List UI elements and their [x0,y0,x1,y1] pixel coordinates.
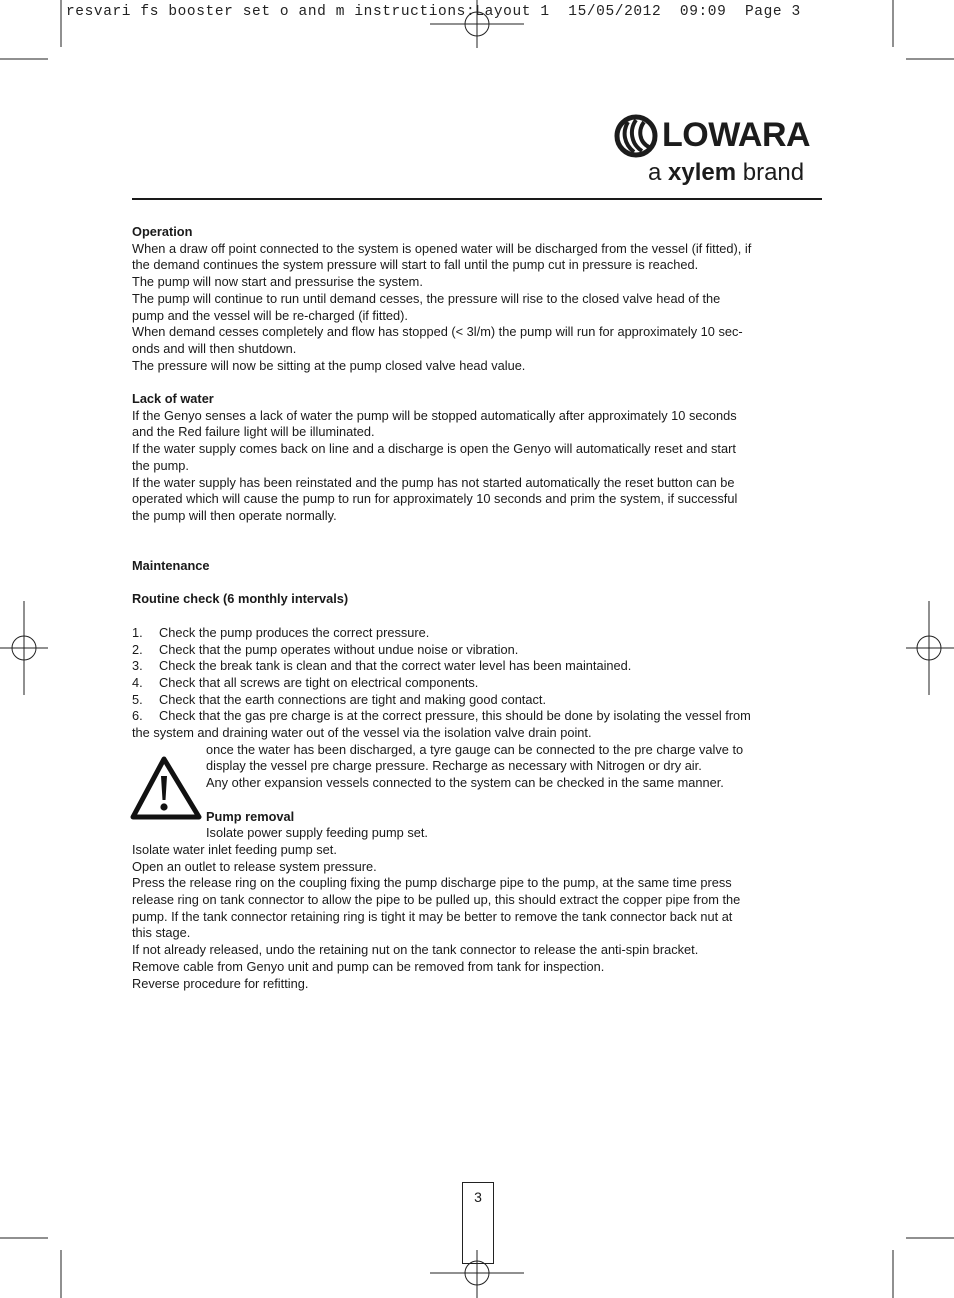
operation-line: The pump will now start and pressurise the system. [132,274,423,290]
warning-text-line: Any other expansion vessels connected to the system can be checked in the same manner. [206,775,724,791]
operation-heading: Operation [132,224,193,239]
operation-line: The pressure will now be sitting at the pump closed valve head value. [132,357,526,373]
lowara-swirl-icon [614,114,658,158]
lack-of-water-line: If the Genyo senses a lack of water the pump will be stopped automatically after approximately 10 seconds [132,407,737,423]
tagline-xylem: xylem [668,159,737,186]
tagline-prefix: a [648,159,669,186]
pump-removal-line: Open an outlet to release system pressure. [132,858,377,874]
pump-removal-line: Isolate water inlet feeding pump set. [132,841,337,857]
pump-removal-line: this stage. [132,925,191,941]
warning-triangle-icon [130,756,202,820]
pump-removal-line: Isolate power supply feeding pump set. [206,825,428,841]
operation-line: When a draw off point connected to the system is opened water will be discharged from the vessel (if fitted), if [132,240,752,256]
lack-of-water-line: the pump. [132,457,189,473]
list-item [132,642,812,659]
list-text: Check that the earth connections are tight and making good contact. [159,691,546,707]
list-text: Check the break tank is clean and that the correct water level has been maintained. [159,658,632,674]
lack-of-water-line: operated which will cause the pump to run for approximately 10 seconds and prim the system, if successful [132,491,738,507]
pump-removal-line: Reverse procedure for refitting. [132,975,309,991]
list-text: Check that the gas pre charge is at the correct pressure, this should be done by isolating the vessel from [159,708,751,724]
pump-removal-line: release ring on tank connector to allow the pipe to be pulled up, this should extract the copper pipe from the [132,892,741,908]
header-rule [132,198,822,200]
pump-removal-line: If not already released, undo the retaining nut on the tank connector to release the anti-spin bracket. [132,942,699,958]
operation-line: the demand continues the system pressure will start to fall until the pump cut in pressure is reached. [132,257,699,273]
warning-text-line: display the vessel pre charge pressure. Recharge as necessary with Nitrogen or dry air. [206,758,702,774]
lack-of-water-line: and the Red failure light will be illuminated. [132,424,375,440]
list-item [132,658,812,675]
lack-of-water-heading: Lack of water [132,391,214,407]
operation-line: pump and the vessel will be re-charged (if fitted). [132,307,408,323]
document-body [132,224,812,992]
list-number: 5. [132,691,143,707]
list-text: Check that the pump operates without undue noise or vibration. [159,641,519,657]
list-number: 1. [132,624,143,640]
pump-removal-heading: Pump removal [206,808,295,824]
warning-text-line: once the water has been discharged, a tyre gauge can be connected to the pre charge valve to [206,741,744,757]
xylem-tagline [648,159,804,187]
routine-check-heading: Routine check (6 monthly intervals) [132,591,349,607]
tagline-suffix: brand [736,159,805,186]
operation-line: onds and will then shutdown. [132,340,297,356]
list-number: 4. [132,674,143,690]
pump-removal-line: Remove cable from Genyo unit and pump can be removed from tank for inspection. [132,958,605,974]
list-item [132,625,812,642]
lowara-wordmark: LOWARA [662,116,811,154]
list-item-continued: the system and draining water out of the vessel via the isolation valve drain point. [132,725,592,741]
lowara-logo [612,112,812,192]
maintenance-heading: Maintenance [132,558,210,574]
lack-of-water-line: If the water supply comes back on line and a discharge is open the Genyo will automatically reset and start [132,441,736,457]
list-text: Check that all screws are tight on electrical components. [159,674,479,690]
list-item [132,708,812,725]
list-number: 2. [132,641,143,657]
list-item [132,675,812,692]
list-item [132,692,812,709]
page-number: 3 [462,1182,494,1264]
print-slug: resvari fs booster set o and m instructions:Layout 1 15/05/2012 09:09 Page 3 [66,4,801,20]
lack-of-water-line: the pump will then operate normally. [132,507,337,523]
list-number: 6. [132,708,143,724]
operation-line: When demand cesses completely and flow has stopped (< 3l/m) the pump will run for approximately 10 sec- [132,324,743,340]
operation-line: The pump will continue to run until demand cesses, the pressure will rise to the closed valve head of the [132,290,721,306]
pump-removal-line: pump. If the tank connector retaining ring is tight it may be better to remove the tank connector back nut at [132,908,733,924]
list-text: Check the pump produces the correct pressure. [159,624,430,640]
pump-removal-line: Press the release ring on the coupling fixing the pump discharge pipe to the pump, at the same time press [132,875,732,891]
list-number: 3. [132,658,143,674]
lack-of-water-line: If the water supply has been reinstated and the pump has not started automatically the reset button can be [132,474,735,490]
